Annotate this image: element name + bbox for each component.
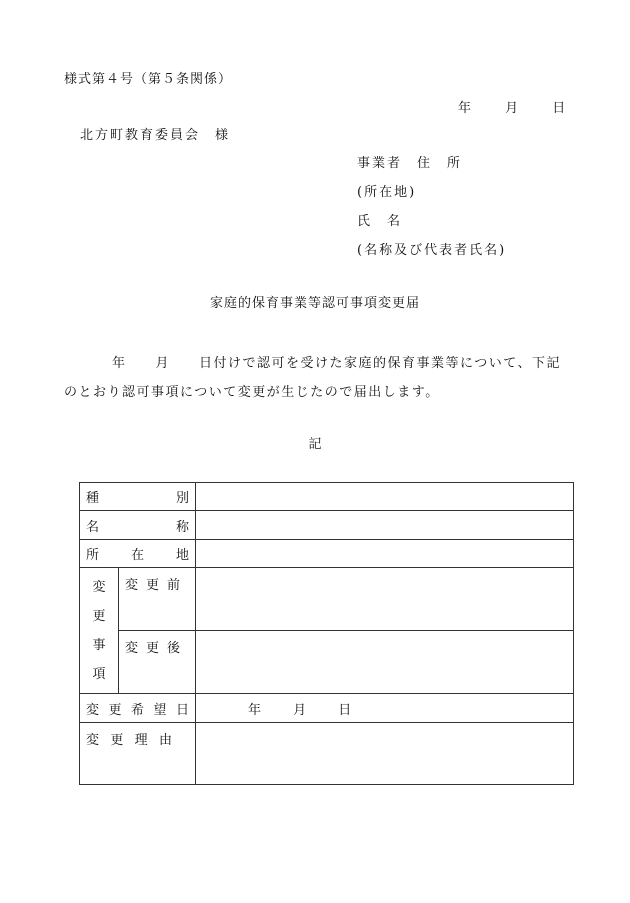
applicant-address-label: 事業者 住 所: [357, 156, 463, 171]
reason-value[interactable]: [196, 723, 574, 785]
form-number: 様式第４号（第５条関係）: [64, 72, 233, 87]
submission-date: 年 月 日: [458, 101, 566, 116]
name-label: 名 称: [80, 511, 196, 540]
applicant-name-note: (名称及び代表者氏名): [357, 243, 507, 258]
document-title: 家庭的保育事業等認可事項変更届: [209, 296, 420, 311]
location-label: 所 在 地: [80, 540, 196, 568]
change-before-value[interactable]: [196, 568, 574, 631]
row-reason: [80, 723, 574, 785]
change-before-label: 変更前: [119, 568, 196, 631]
type-label: 種 別: [80, 483, 196, 511]
body-text: 年 月 日付けで認可を受けた家庭的保育事業等について、下記のとおり認可事項について変更が生じたので届出します。: [64, 356, 561, 400]
addressee: 北方町教育委員会 様: [80, 128, 231, 143]
row-name: [80, 511, 574, 540]
row-type: [80, 483, 574, 511]
name-value[interactable]: [196, 511, 574, 540]
type-value[interactable]: [196, 483, 574, 511]
row-change-after: [80, 631, 574, 694]
change-form-table: [79, 482, 574, 785]
change-after-label: 変更後: [119, 631, 196, 694]
row-location: [80, 540, 574, 568]
desired-date-value[interactable]: 年 月 日: [196, 694, 574, 723]
change-after-value[interactable]: [196, 631, 574, 694]
row-change-before: [80, 568, 574, 631]
location-value[interactable]: [196, 540, 574, 568]
applicant-location-note: (所在地): [357, 185, 417, 200]
applicant-name-label: 氏 名: [357, 214, 403, 229]
desired-date-label: 変 更 希 望 日: [80, 694, 196, 723]
ki-marker: 記: [308, 437, 322, 452]
change-items-label: 変 更 事 項: [80, 568, 119, 694]
row-desired-date: [80, 694, 574, 723]
reason-label: 変 更 理 由: [80, 723, 196, 785]
applicant-block: [357, 152, 506, 268]
body-paragraph: [64, 349, 570, 407]
